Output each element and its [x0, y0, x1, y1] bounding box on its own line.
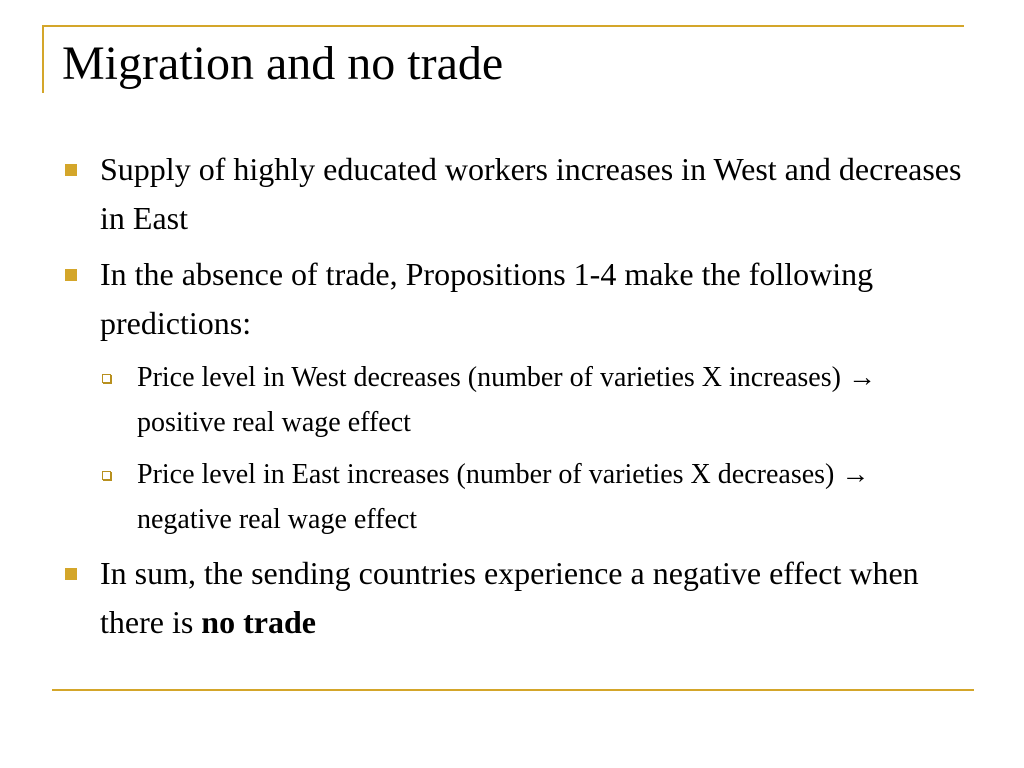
bullet-text: In the absence of trade, Propositions 1-4 make the following predictions: [100, 256, 874, 341]
sub-bullet-text: Price level in East increases (number of varieties X decreases) → negative real wage effect [137, 459, 870, 535]
sub-bullet-text: Price level in West decreases (number of varieties X increases) → positive real wage effect [137, 362, 876, 438]
bullet-text: In sum, the sending countries experience a negative effect when there is [100, 555, 919, 640]
sub-bullet-item-east [100, 452, 962, 542]
bullet-text: Supply of highly educated workers increases in West and decreases in East [100, 151, 962, 236]
bullet-item-absence-of-trade [62, 250, 962, 348]
hollow-square-bullet-icon [102, 374, 111, 383]
bullet-item-supply [62, 145, 962, 243]
left-accent-line [42, 25, 44, 93]
top-accent-line [42, 25, 964, 27]
hollow-square-bullet-icon [102, 471, 111, 480]
sub-bullet-list [62, 355, 962, 542]
filled-square-bullet-icon [65, 568, 77, 580]
bullet-emphasis: no trade [201, 604, 316, 640]
sub-bullet-item-west [100, 355, 962, 445]
slide-title: Migration and no trade [62, 37, 504, 90]
bottom-accent-line [52, 689, 974, 691]
filled-square-bullet-icon [65, 164, 77, 176]
bullet-list [62, 145, 962, 654]
filled-square-bullet-icon [65, 269, 77, 281]
bullet-item-in-sum [62, 549, 962, 647]
